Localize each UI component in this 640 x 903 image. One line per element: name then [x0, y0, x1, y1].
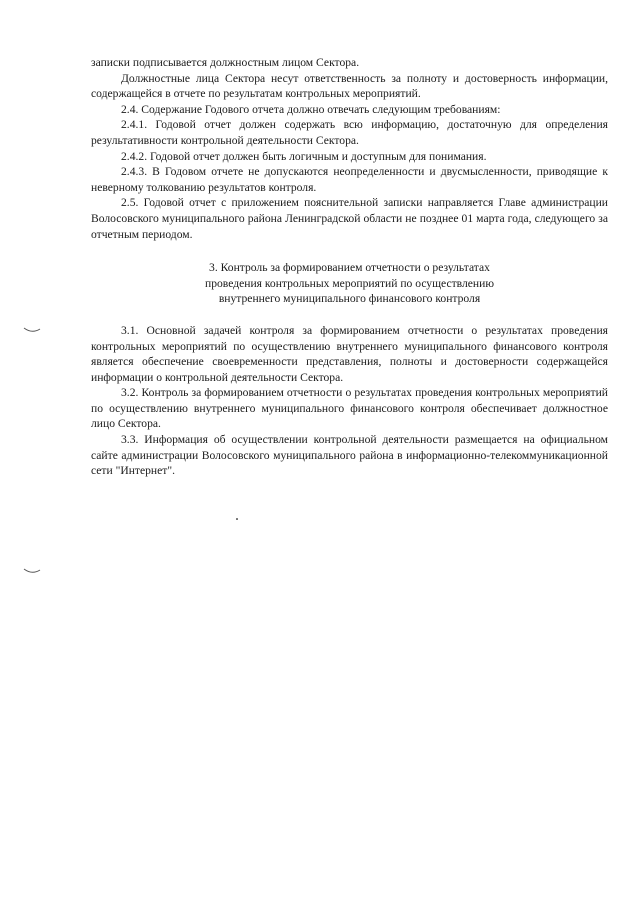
paragraph-2-5: 2.5. Годовой отчет с приложением пояснительной записки направляется Главе администрации Волосовского муниципального района Ленинградской области не позднее 01 марта года, следующего за отчетным периодом. — [91, 196, 608, 241]
binder-hole-mark — [22, 567, 42, 575]
spacer — [91, 242, 608, 260]
section-heading-line-3: внутреннего муниципального финансового контроля — [218, 292, 481, 306]
binder-hole-mark — [22, 326, 42, 334]
paragraph-2-4-1: 2.4.1. Годовой отчет должен содержать всю информацию, достаточную для определения результативности контрольной деятельности Сектора. — [91, 118, 608, 147]
paragraph-3-1: 3.1. Основной задачей контроля за формированием отчетности о результатах проведения контрольных мероприятий по осуществлению внутреннего муниципального финансового контроля является обеспечение своевременности представления, полноты и достоверности содержащейся информации о контрольной деятельности Сектора. — [91, 323, 608, 384]
paragraph-3-3: 3.3. Информация об осуществлении контрольной деятельности размещается на официальном сайте администрации Волосовского муниципального района в информационно-телекоммуникационной сети "Интернет". — [91, 433, 608, 478]
paragraph-2-4-2: 2.4.2. Годовой отчет должен быть логичным и доступным для понимания. — [121, 149, 487, 163]
section-heading-line-1: 3. Контроль за формированием отчетности о результатах — [209, 261, 490, 275]
document-page — [91, 55, 608, 479]
section-heading-line-2: проведения контрольных мероприятий по осуществлению — [205, 276, 494, 290]
paragraph-note-signing: записки подписывается должностным лицом Сектора. — [91, 56, 360, 69]
paragraph-responsibility: Должностные лица Сектора несут ответственность за полноту и достоверность информации, содержащейся в отчете по результатам контрольных мероприятий. — [91, 71, 608, 101]
paragraph-2-4: 2.4. Содержание Годового отчета должно отвечать следующим требованиям: — [121, 102, 501, 116]
paragraph-3-2: 3.2. Контроль за формированием отчетности о результатах проведения контрольных мероприятий по осуществлению внутреннего муниципального финансового контроля обеспечивает должностное лицо Сектора. — [91, 386, 608, 431]
paragraph-2-4-3: 2.4.3. В Годовом отчете не допускаются неопределенности и двусмысленности, приводящие к неверному толкованию результатов контроля. — [91, 165, 608, 194]
section-3-heading — [91, 260, 608, 307]
spacer — [91, 307, 608, 323]
scan-speck — [236, 518, 238, 520]
